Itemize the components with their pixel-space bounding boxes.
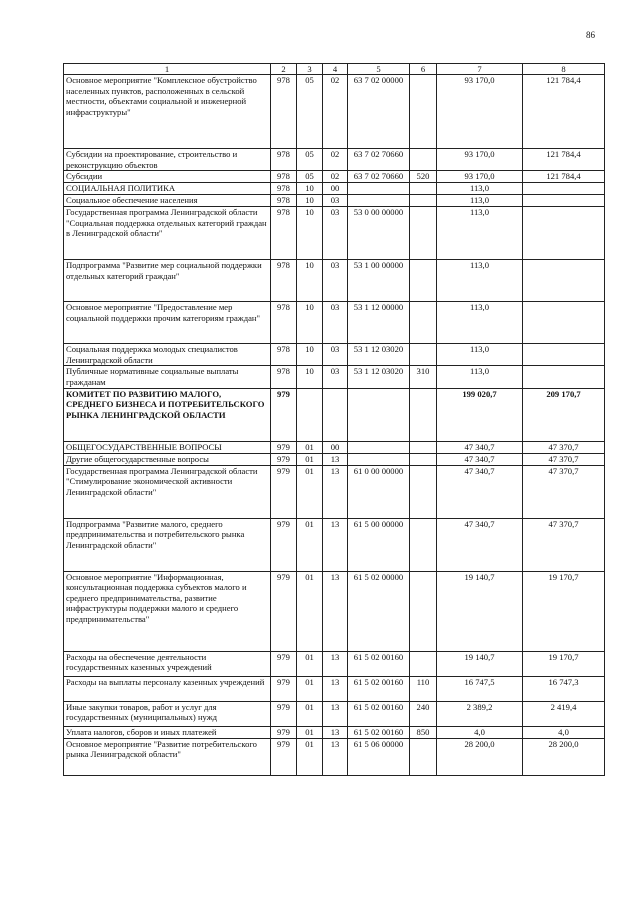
row-amount-year2	[523, 344, 605, 366]
row-amount-year1: 113,0	[437, 366, 523, 388]
row-expense-type	[410, 183, 437, 195]
row-name: Социальная поддержка молодых специалистов Ленинградской области	[64, 344, 271, 366]
header-cell: 3	[297, 64, 323, 75]
row-amount-year2	[523, 260, 605, 302]
row-expense-type	[410, 195, 437, 207]
row-subsection: 00	[323, 441, 348, 453]
row-subsection: 02	[323, 149, 348, 171]
row-name: Основное мероприятие "Информационная, консультационная поддержка субъектов малого и среднего предпринимательства, развитие инфраструктуры поддержки малого и среднего предпринимательства"	[64, 571, 271, 651]
row-expense-type: 310	[410, 366, 437, 388]
row-expense-type	[410, 465, 437, 518]
row-amount-year2	[523, 195, 605, 207]
row-target-article: 53 0 00 00000	[348, 207, 410, 260]
row-target-article	[348, 453, 410, 465]
row-subsection: 13	[323, 651, 348, 676]
row-section: 01	[297, 738, 323, 775]
row-section: 01	[297, 453, 323, 465]
row-section: 01	[297, 518, 323, 571]
row-section: 01	[297, 571, 323, 651]
row-amount-year2	[523, 207, 605, 260]
row-amount-year2: 47 370,7	[523, 453, 605, 465]
row-target-article: 63 7 02 00000	[348, 75, 410, 149]
row-amount-year1: 47 340,7	[437, 518, 523, 571]
row-target-article	[348, 441, 410, 453]
row-amount-year1: 47 340,7	[437, 465, 523, 518]
row-expense-type: 240	[410, 701, 437, 726]
header-cell: 1	[64, 64, 271, 75]
table-row	[64, 738, 605, 775]
row-amount-year1: 113,0	[437, 183, 523, 195]
row-section: 10	[297, 183, 323, 195]
row-amount-year2: 47 370,7	[523, 518, 605, 571]
row-amount-year1: 113,0	[437, 260, 523, 302]
row-amount-year1: 19 140,7	[437, 571, 523, 651]
row-section: 05	[297, 149, 323, 171]
row-section: 10	[297, 207, 323, 260]
row-admin-code: 978	[271, 183, 297, 195]
row-name: Основное мероприятие "Развитие потребительского рынка Ленинградской области"	[64, 738, 271, 775]
table-row	[64, 75, 605, 149]
row-amount-year2	[523, 302, 605, 344]
row-section: 10	[297, 344, 323, 366]
table-row	[64, 149, 605, 171]
row-subsection: 13	[323, 738, 348, 775]
row-name: Уплата налогов, сборов и иных платежей	[64, 726, 271, 738]
row-expense-type: 110	[410, 676, 437, 701]
row-subsection: 02	[323, 171, 348, 183]
row-amount-year2: 16 747,3	[523, 676, 605, 701]
row-target-article: 61 5 02 00160	[348, 676, 410, 701]
table-row	[64, 465, 605, 518]
row-subsection: 03	[323, 195, 348, 207]
row-name: Основное мероприятие "Комплексное обустройство населенных пунктов, расположенных в сельской местности, объектами социальной и инженерной инфраструктуры"	[64, 75, 271, 149]
row-admin-code: 978	[271, 75, 297, 149]
row-subsection: 13	[323, 465, 348, 518]
page-number: 86	[586, 30, 595, 40]
row-target-article: 61 5 00 00000	[348, 518, 410, 571]
row-target-article	[348, 195, 410, 207]
budget-table	[63, 63, 605, 776]
row-admin-code: 979	[271, 453, 297, 465]
row-name: ОБЩЕГОСУДАРСТВЕННЫЕ ВОПРОСЫ	[64, 441, 271, 453]
row-admin-code: 978	[271, 260, 297, 302]
row-name: Другие общегосударственные вопросы	[64, 453, 271, 465]
row-subsection: 03	[323, 366, 348, 388]
row-expense-type	[410, 260, 437, 302]
row-expense-type	[410, 207, 437, 260]
table-row	[64, 302, 605, 344]
row-subsection: 13	[323, 726, 348, 738]
row-subsection: 03	[323, 344, 348, 366]
row-admin-code: 979	[271, 441, 297, 453]
header-cell: 2	[271, 64, 297, 75]
row-admin-code: 978	[271, 195, 297, 207]
row-target-article: 63 7 02 70660	[348, 171, 410, 183]
row-name: Государственная программа Ленинградской области "Стимулирование экономической активности Ленинградской области"	[64, 465, 271, 518]
row-target-article	[348, 388, 410, 441]
row-amount-year1: 47 340,7	[437, 453, 523, 465]
row-amount-year1: 47 340,7	[437, 441, 523, 453]
row-admin-code: 979	[271, 651, 297, 676]
row-target-article: 61 5 02 00160	[348, 701, 410, 726]
row-amount-year1: 199 020,7	[437, 388, 523, 441]
row-name: Публичные нормативные социальные выплаты гражданам	[64, 366, 271, 388]
table-row	[64, 701, 605, 726]
table-row	[64, 518, 605, 571]
row-name: Основное мероприятие "Предоставление мер социальной поддержки прочим категориям граждан"	[64, 302, 271, 344]
row-admin-code: 979	[271, 676, 297, 701]
row-amount-year2: 121 784,4	[523, 171, 605, 183]
row-amount-year2: 209 170,7	[523, 388, 605, 441]
table-row	[64, 183, 605, 195]
row-amount-year2: 19 170,7	[523, 651, 605, 676]
row-expense-type	[410, 441, 437, 453]
row-expense-type	[410, 518, 437, 571]
row-section: 01	[297, 651, 323, 676]
table-row	[64, 441, 605, 453]
row-amount-year2: 4,0	[523, 726, 605, 738]
row-admin-code: 978	[271, 171, 297, 183]
row-amount-year1: 93 170,0	[437, 75, 523, 149]
row-amount-year2: 47 370,7	[523, 441, 605, 453]
row-amount-year1: 16 747,5	[437, 676, 523, 701]
row-amount-year1: 113,0	[437, 195, 523, 207]
row-expense-type	[410, 344, 437, 366]
table-row	[64, 171, 605, 183]
table-row	[64, 651, 605, 676]
table-row	[64, 676, 605, 701]
row-target-article	[348, 183, 410, 195]
row-expense-type	[410, 388, 437, 441]
header-cell: 8	[523, 64, 605, 75]
row-name: КОМИТЕТ ПО РАЗВИТИЮ МАЛОГО, СРЕДНЕГО БИЗНЕСА И ПОТРЕБИТЕЛЬСКОГО РЫНКА ЛЕНИНГРАДСКОЙ ОБЛАСТИ	[64, 388, 271, 441]
row-subsection: 13	[323, 701, 348, 726]
row-subsection: 02	[323, 75, 348, 149]
row-subsection: 13	[323, 518, 348, 571]
table-row	[64, 726, 605, 738]
header-cell: 7	[437, 64, 523, 75]
table-row	[64, 195, 605, 207]
row-admin-code: 978	[271, 344, 297, 366]
row-expense-type	[410, 651, 437, 676]
row-amount-year1: 2 389,2	[437, 701, 523, 726]
row-amount-year1: 113,0	[437, 302, 523, 344]
row-amount-year1: 93 170,0	[437, 149, 523, 171]
row-target-article: 61 5 02 00000	[348, 571, 410, 651]
row-target-article: 53 1 00 00000	[348, 260, 410, 302]
row-name: Социальное обеспечение населения	[64, 195, 271, 207]
row-amount-year1: 113,0	[437, 207, 523, 260]
row-target-article: 53 1 12 03020	[348, 366, 410, 388]
row-section: 01	[297, 441, 323, 453]
row-section: 05	[297, 75, 323, 149]
row-name: Расходы на обеспечение деятельности государственных казенных учреждений	[64, 651, 271, 676]
row-target-article: 61 5 02 00160	[348, 726, 410, 738]
row-amount-year1: 93 170,0	[437, 171, 523, 183]
row-name: СОЦИАЛЬНАЯ ПОЛИТИКА	[64, 183, 271, 195]
row-amount-year2: 28 200,0	[523, 738, 605, 775]
row-admin-code: 978	[271, 207, 297, 260]
row-expense-type	[410, 75, 437, 149]
row-section: 10	[297, 195, 323, 207]
row-expense-type: 520	[410, 171, 437, 183]
table-row	[64, 388, 605, 441]
row-name: Государственная программа Ленинградской области "Социальная поддержка отдельных категорий граждан в Ленинградской области"	[64, 207, 271, 260]
row-subsection: 13	[323, 571, 348, 651]
row-section	[297, 388, 323, 441]
row-amount-year2: 47 370,7	[523, 465, 605, 518]
row-amount-year2	[523, 366, 605, 388]
row-expense-type	[410, 149, 437, 171]
row-section: 10	[297, 366, 323, 388]
row-admin-code: 979	[271, 571, 297, 651]
row-target-article: 53 1 12 03020	[348, 344, 410, 366]
row-amount-year1: 4,0	[437, 726, 523, 738]
row-amount-year2: 19 170,7	[523, 571, 605, 651]
row-name: Субсидии на проектирование, строительство и реконструкцию объектов	[64, 149, 271, 171]
row-expense-type: 850	[410, 726, 437, 738]
row-amount-year1: 19 140,7	[437, 651, 523, 676]
table-header-row	[64, 64, 605, 75]
row-subsection: 00	[323, 183, 348, 195]
header-cell: 6	[410, 64, 437, 75]
row-subsection: 03	[323, 260, 348, 302]
table-row	[64, 207, 605, 260]
table-row	[64, 260, 605, 302]
row-section: 10	[297, 260, 323, 302]
row-expense-type	[410, 302, 437, 344]
row-admin-code: 979	[271, 465, 297, 518]
row-subsection: 03	[323, 302, 348, 344]
row-section: 01	[297, 701, 323, 726]
row-amount-year2: 2 419,4	[523, 701, 605, 726]
row-admin-code: 979	[271, 726, 297, 738]
row-target-article: 61 5 02 00160	[348, 651, 410, 676]
row-expense-type	[410, 453, 437, 465]
row-admin-code: 979	[271, 518, 297, 571]
row-target-article: 61 0 00 00000	[348, 465, 410, 518]
row-amount-year1: 113,0	[437, 344, 523, 366]
row-section: 10	[297, 302, 323, 344]
row-section: 05	[297, 171, 323, 183]
row-admin-code: 979	[271, 388, 297, 441]
row-admin-code: 978	[271, 302, 297, 344]
row-amount-year2	[523, 183, 605, 195]
row-expense-type	[410, 571, 437, 651]
row-admin-code: 978	[271, 366, 297, 388]
row-subsection: 13	[323, 676, 348, 701]
table-row	[64, 366, 605, 388]
row-name: Иные закупки товаров, работ и услуг для государственных (муниципальных) нужд	[64, 701, 271, 726]
header-cell: 4	[323, 64, 348, 75]
row-subsection: 13	[323, 453, 348, 465]
row-admin-code: 978	[271, 149, 297, 171]
row-amount-year2: 121 784,4	[523, 149, 605, 171]
row-target-article: 53 1 12 00000	[348, 302, 410, 344]
row-amount-year2: 121 784,4	[523, 75, 605, 149]
table-row	[64, 453, 605, 465]
row-target-article: 63 7 02 70660	[348, 149, 410, 171]
row-section: 01	[297, 465, 323, 518]
row-admin-code: 979	[271, 701, 297, 726]
row-section: 01	[297, 726, 323, 738]
row-subsection	[323, 388, 348, 441]
row-name: Подпрограмма "Развитие малого, среднего предпринимательства и потребительского рынка Ленинградской области"	[64, 518, 271, 571]
row-name: Субсидии	[64, 171, 271, 183]
row-target-article: 61 5 06 00000	[348, 738, 410, 775]
row-section: 01	[297, 676, 323, 701]
row-admin-code: 979	[271, 738, 297, 775]
row-name: Подпрограмма "Развитие мер социальной поддержки отдельных категорий граждан"	[64, 260, 271, 302]
header-cell: 5	[348, 64, 410, 75]
row-name: Расходы на выплаты персоналу казенных учреждений	[64, 676, 271, 701]
row-subsection: 03	[323, 207, 348, 260]
table-row	[64, 344, 605, 366]
row-amount-year1: 28 200,0	[437, 738, 523, 775]
table-row	[64, 571, 605, 651]
row-expense-type	[410, 738, 437, 775]
